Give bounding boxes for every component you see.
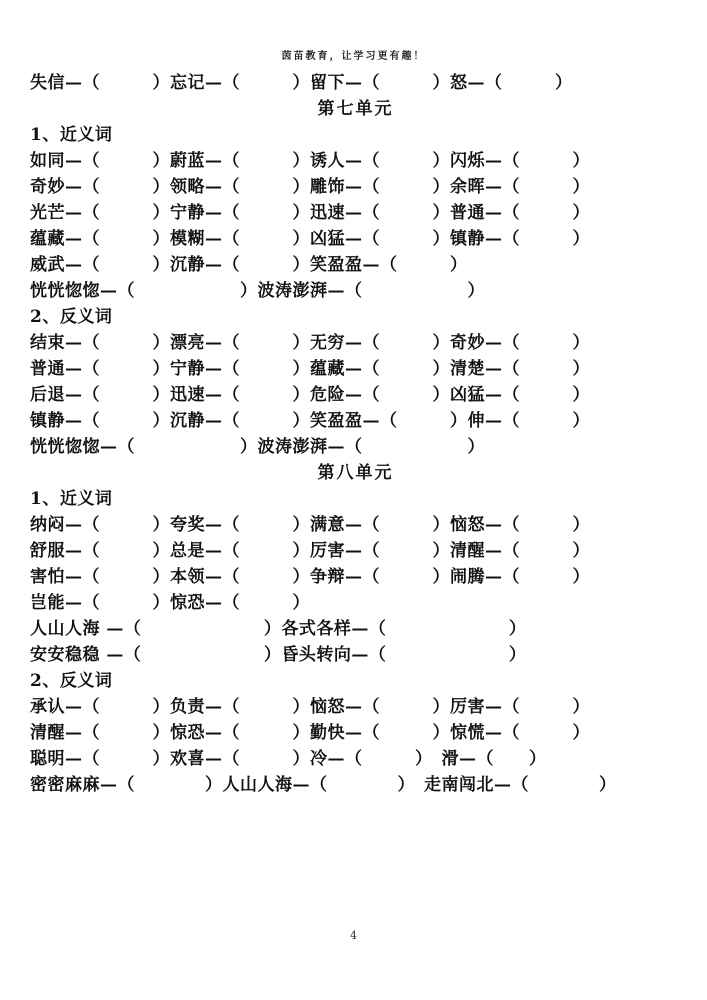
- worksheet-body: [30, 70, 681, 798]
- word-pair-line: 害怕—（ ）本领—（ ）争辩—（ ）闹腾—（ ）: [30, 567, 590, 587]
- word-pair-line: 承认—（ ）负责—（ ）恼怒—（ ）厉害—（ ）: [30, 697, 590, 717]
- word-pair-line: 普通—（ ）宁静—（ ）蕴藏—（ ）清楚—（ ）: [30, 359, 590, 379]
- word-pair-line: 聪明—（ ）欢喜—（ ）冷—（ ） 滑—（ ）: [30, 749, 547, 769]
- category-label: 1、近义词: [30, 489, 113, 509]
- word-pair-line: 后退—（ ）迅速—（ ）危险—（ ）凶猛—（ ）: [30, 385, 590, 405]
- unit-heading: 第七单元: [317, 99, 394, 119]
- word-pair-line: 威武—（ ）沉静—（ ）笑盈盈—（ ）: [30, 255, 468, 275]
- word-pair-line: 恍恍惚惚—（ ）波涛澎湃—（ ）: [30, 281, 485, 301]
- word-pair-line: 纳闷—（ ）夸奖—（ ）满意—（ ）恼怒—（ ）: [30, 515, 590, 535]
- word-pair-line: 舒服—（ ）总是—（ ）厉害—（ ）清醒—（ ）: [30, 541, 590, 561]
- word-pair-line: 蕴藏—（ ）模糊—（ ）凶猛—（ ）镇静—（ ）: [30, 229, 590, 249]
- unit-heading: 第八单元: [317, 463, 394, 483]
- category-label: 2、反义词: [30, 307, 113, 327]
- category-label: 1、近义词: [30, 125, 113, 145]
- page-number: 4: [350, 929, 357, 942]
- category-label: 2、反义词: [30, 671, 113, 691]
- word-pair-line: 密密麻麻—（ ）人山人海—（ ） 走南闯北—（ ）: [30, 775, 617, 795]
- word-pair-line: 结束—（ ）漂亮—（ ）无穷—（ ）奇妙—（ ）: [30, 333, 590, 353]
- word-pair-line: 清醒—（ ）惊恐—（ ）勤快—（ ）惊慌—（ ）: [30, 723, 590, 743]
- word-pair-line: 光芒—（ ）宁静—（ ）迅速—（ ）普通—（ ）: [30, 203, 590, 223]
- word-pair-line: 岂能—（ ）惊恐—（ ）: [30, 593, 310, 613]
- word-pair-line: 人山人海 —（ ）各式各样—（ ）: [30, 619, 527, 639]
- word-pair-line: 奇妙—（ ）领略—（ ）雕饰—（ ）余晖—（ ）: [30, 177, 590, 197]
- word-pair-line: 恍恍惚惚—（ ）波涛澎湃—（ ）: [30, 437, 485, 457]
- word-pair-line: 镇静—（ ）沉静—（ ）笑盈盈—（ ）伸—（ ）: [30, 411, 590, 431]
- word-pair-line: 安安稳稳 —（ ）昏头转向—（ ）: [30, 645, 527, 665]
- word-pair-line: 失信—（ ）忘记—（ ）留下—（ ）怒—（ ）: [30, 73, 573, 93]
- header-note: 茵苗教育，让学习更有趣！: [281, 51, 426, 62]
- word-pair-line: 如同—（ ）蔚蓝—（ ）诱人—（ ）闪烁—（ ）: [30, 151, 590, 171]
